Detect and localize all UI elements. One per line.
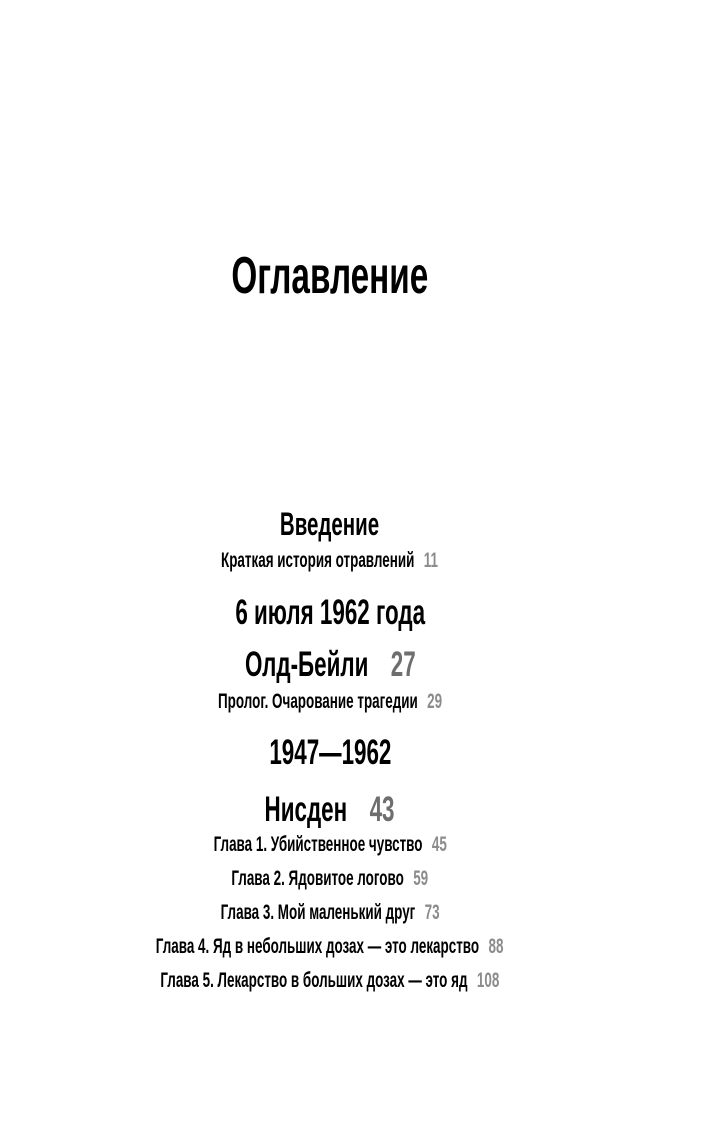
- toc-entry-page-number: 45: [431, 833, 447, 856]
- toc-entry-chapter: [0, 934, 660, 960]
- toc-entry-label: Глава 5. Лекарство в больших дозах — это яд: [160, 969, 468, 992]
- toc-entry-label: Олд-Бейли: [244, 645, 369, 684]
- toc-entry-label: Введение: [280, 506, 380, 542]
- toc-entry-page-number: 88: [488, 935, 504, 958]
- book-page: [0, 248, 660, 994]
- toc-entry: [0, 548, 660, 574]
- toc-entry-label: Глава 1. Убийственное чувство: [213, 833, 423, 856]
- toc-entry: [0, 689, 660, 715]
- toc-entry-introduction: [0, 503, 660, 545]
- toc-entry-label: 1947—1962: [268, 733, 392, 772]
- toc-entry-page-number: 27: [390, 645, 416, 684]
- toc-entry-label: Пролог. Очарование трагедии: [217, 690, 418, 713]
- toc-entry-label: Краткая история отравлений: [221, 549, 415, 572]
- page-title: [0, 248, 660, 304]
- toc-entry-label: Нисден: [265, 790, 348, 829]
- toc-entry-part-heading: [0, 644, 660, 686]
- toc-entry-chapter: [0, 832, 660, 858]
- toc-entry-part-heading: [0, 592, 660, 634]
- toc-entry-label: Глава 3. Мой маленький друг: [220, 901, 416, 924]
- toc-entry-label: 6 июля 1962 года: [235, 593, 425, 632]
- page-title-text: Оглавление: [231, 247, 429, 305]
- toc-entry-page-number: 29: [427, 690, 443, 713]
- toc-entry-page-number: 73: [424, 901, 440, 924]
- toc-entry-part-heading: [0, 732, 660, 774]
- toc-entry-page-number: 59: [413, 867, 429, 890]
- toc-entry-chapter: [0, 866, 660, 892]
- toc-entry-page-number: 108: [477, 969, 500, 992]
- toc-entry-label: Глава 2. Ядовитое логово: [231, 867, 405, 890]
- toc-entry-label: Глава 4. Яд в небольших дозах — это лекарство: [156, 935, 480, 958]
- toc-entry-chapter: [0, 968, 660, 994]
- toc-list: [0, 503, 660, 994]
- toc-entry-chapter: [0, 900, 660, 926]
- toc-entry-part-heading: [0, 789, 660, 831]
- toc-entry-page-number: 11: [424, 549, 439, 572]
- toc-entry-page-number: 43: [370, 790, 395, 829]
